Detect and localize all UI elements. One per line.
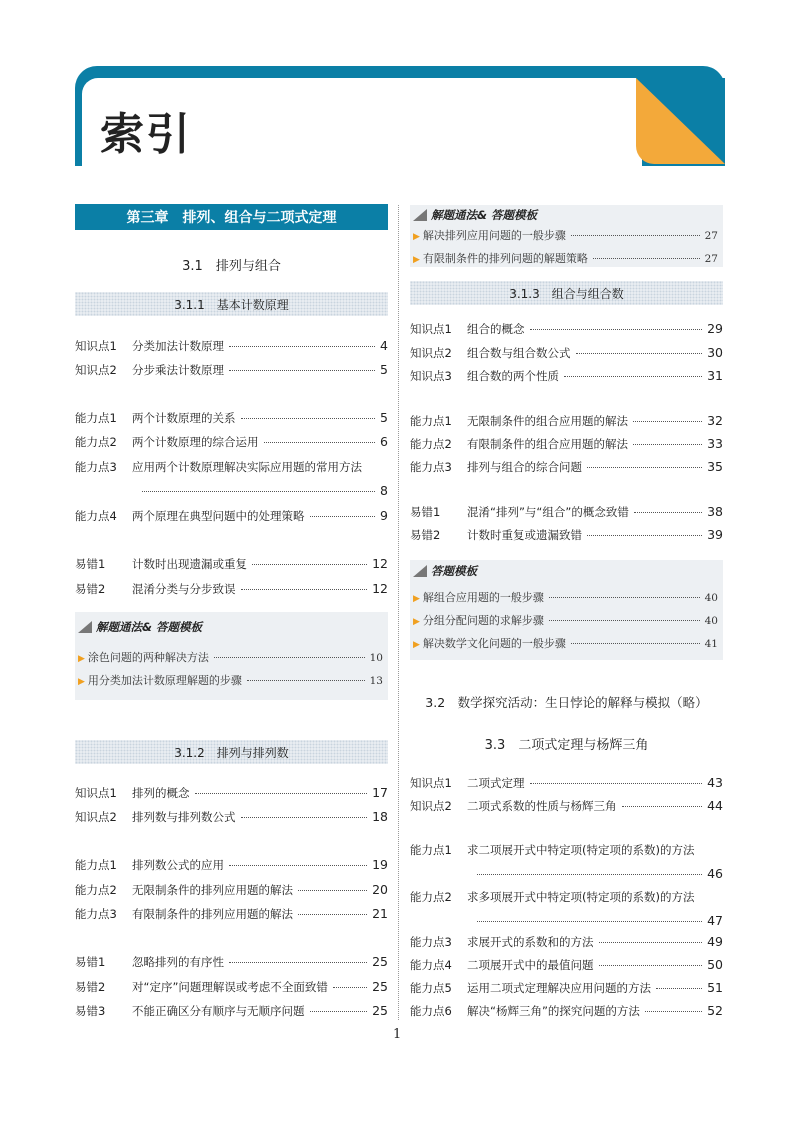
index-entry[interactable]: [410, 459, 723, 475]
entry-label: 知识点2: [75, 363, 117, 377]
entry-title: 分步乘法计数原理: [132, 363, 224, 377]
dot-leader: [247, 680, 365, 681]
index-entry[interactable]: [410, 798, 723, 814]
dot-leader: [298, 890, 367, 891]
entry-title: 应用两个计数原理解决实际应用题的常用方法: [132, 460, 362, 474]
entry-page: 9: [380, 508, 388, 523]
entry-page: 27: [704, 253, 718, 265]
entry-title: 混淆分类与分步致误: [132, 582, 236, 596]
index-entry-continuation[interactable]: [467, 913, 723, 929]
index-entry[interactable]: [75, 979, 388, 995]
entry-label: 能力点3: [410, 935, 452, 949]
entry-label: 知识点2: [410, 799, 452, 813]
entry-label: 易错2: [75, 582, 106, 596]
entry-label: 能力点6: [410, 1004, 452, 1018]
dot-leader: [645, 1011, 702, 1012]
entry-label: 知识点3: [410, 369, 452, 383]
entry-title: 涂色问题的两种解决方法: [87, 651, 209, 664]
entry-title: 运用二项式定理解决应用问题的方法: [467, 981, 651, 995]
dot-leader: [333, 987, 367, 988]
entry-page: 12: [372, 556, 388, 571]
dot-leader: [549, 620, 700, 621]
index-entry[interactable]: [75, 1003, 388, 1019]
entry-label: 能力点2: [75, 883, 117, 897]
dot-leader: [587, 535, 702, 536]
box-heading-text: 解题通法& 答题模板: [96, 620, 203, 634]
entry-page: 40: [704, 615, 718, 627]
entry-page: 33: [707, 436, 723, 451]
method-entry[interactable]: [413, 612, 718, 628]
entry-title: 两个原理在典型问题中的处理策略: [132, 509, 305, 523]
dot-leader: [656, 988, 702, 989]
entry-title: 排列与组合的综合问题: [467, 460, 582, 474]
entry-title: 二项式系数的性质与杨辉三角: [467, 799, 617, 813]
entry-title: 有限制条件的组合应用题的解法: [467, 437, 628, 451]
column-divider: [398, 205, 399, 1020]
arrow-bullet-icon: ▶: [78, 677, 85, 687]
dot-leader: [241, 589, 368, 590]
dot-leader: [571, 643, 700, 644]
index-entry[interactable]: [75, 459, 388, 475]
entry-page: 20: [372, 882, 388, 897]
entry-page: 5: [380, 410, 388, 425]
entry-label: 易错2: [75, 980, 106, 994]
index-entry[interactable]: [75, 857, 388, 873]
index-entry[interactable]: [75, 338, 388, 354]
entry-title: 两个计数原理的综合运用: [132, 435, 259, 449]
entry-title: 分类加法计数原理: [132, 339, 224, 353]
entry-title: 解决排列应用问题的一般步骤: [422, 229, 566, 242]
entry-title: 有限制条件的排列应用题的解法: [132, 907, 293, 921]
dot-leader: [142, 491, 375, 492]
page-number: 1: [393, 1027, 402, 1042]
entry-page: 25: [372, 979, 388, 994]
entry-page: 39: [707, 527, 723, 542]
entry-page: 44: [707, 798, 723, 813]
entry-title: 对“定序”问题理解误或考虑不全面致错: [132, 980, 328, 994]
method-entry[interactable]: [413, 589, 718, 605]
entry-title: 组合数的两个性质: [467, 369, 559, 383]
entry-page: 21: [372, 906, 388, 921]
subsection-3-1-2: 3.1.2 排列与排列数: [75, 740, 388, 764]
index-entry[interactable]: [410, 368, 723, 384]
index-entry[interactable]: [75, 809, 388, 825]
index-entry[interactable]: [75, 785, 388, 801]
entry-title: 解组合应用题的一般步骤: [422, 591, 544, 604]
entry-title: 组合数与组合数公式: [467, 346, 571, 360]
entry-page: 4: [380, 338, 388, 353]
entry-page: 12: [372, 581, 388, 596]
entry-page: 51: [707, 980, 723, 995]
entry-title: 解决数学文化问题的一般步骤: [422, 637, 566, 650]
index-entry-continuation[interactable]: [132, 483, 388, 499]
entry-page: 50: [707, 957, 723, 972]
index-entry[interactable]: [75, 581, 388, 597]
entry-title: 二项展开式中的最值问题: [467, 958, 594, 972]
entry-label: 易错3: [75, 1004, 106, 1018]
method-entry[interactable]: [78, 672, 383, 688]
entry-label: 能力点3: [75, 907, 117, 921]
entry-title: 无限制条件的排列应用题的解法: [132, 883, 293, 897]
entry-label: 易错1: [410, 505, 441, 519]
entry-label: 能力点2: [410, 890, 452, 904]
dot-leader: [214, 657, 365, 658]
dot-leader: [599, 965, 703, 966]
dot-leader: [564, 376, 702, 377]
method-entry[interactable]: [413, 227, 718, 243]
entry-page: 13: [369, 675, 383, 687]
entry-title: 二项式定理: [467, 776, 525, 790]
method-entry[interactable]: [413, 635, 718, 651]
entry-title: 分组分配问题的求解步骤: [422, 614, 544, 627]
index-entry[interactable]: [75, 508, 388, 524]
entry-title: 用分类加法计数原理解题的步骤: [87, 674, 242, 687]
index-entry[interactable]: [410, 504, 723, 520]
method-entry[interactable]: [413, 250, 718, 266]
box-heading: [78, 619, 202, 635]
index-entry-continuation[interactable]: [467, 866, 723, 882]
entry-title: 有限制条件的排列问题的解题策略: [422, 252, 588, 265]
index-entry[interactable]: [75, 434, 388, 450]
dot-leader: [241, 817, 368, 818]
entry-title: 计数时重复或遗漏致错: [467, 528, 582, 542]
entry-page: 43: [707, 775, 723, 790]
dot-leader: [530, 329, 703, 330]
entry-page: 41: [704, 638, 718, 650]
entry-title: 计数时出现遗漏或重复: [132, 557, 247, 571]
entry-page: 19: [372, 857, 388, 872]
arrow-bullet-icon: ▶: [413, 255, 420, 265]
entry-label: 能力点4: [410, 958, 452, 972]
index-entry[interactable]: [410, 775, 723, 791]
section-3-2: 3.2 数学探究活动：生日悖论的解释与模拟（略）: [425, 695, 708, 710]
entry-title: 不能正确区分有顺序与无顺序问题: [132, 1004, 305, 1018]
entry-label: 能力点1: [75, 411, 117, 425]
index-entry[interactable]: [410, 842, 723, 858]
index-entry[interactable]: [410, 934, 723, 950]
entry-page: 17: [372, 785, 388, 800]
entry-title: 无限制条件的组合应用题的解法: [467, 414, 628, 428]
entry-label: 知识点1: [410, 322, 452, 336]
index-entry[interactable]: [410, 436, 723, 452]
entry-label: 能力点2: [75, 435, 117, 449]
entry-label: 易错1: [75, 955, 106, 969]
entry-title: 排列的概念: [132, 786, 190, 800]
entry-label: 知识点1: [75, 786, 117, 800]
index-entry[interactable]: [75, 362, 388, 378]
index-entry[interactable]: [410, 321, 723, 337]
index-entry[interactable]: [410, 527, 723, 543]
entry-title: 求展开式的系数和的方法: [467, 935, 594, 949]
entry-title: 排列数公式的应用: [132, 858, 224, 872]
index-entry[interactable]: [75, 882, 388, 898]
dot-leader: [571, 235, 700, 236]
page-title: 索引: [100, 109, 192, 160]
entry-page: 46: [707, 866, 723, 881]
entry-page: 29: [707, 321, 723, 336]
dot-leader: [593, 258, 700, 259]
dot-leader: [633, 444, 702, 445]
dot-leader: [633, 421, 702, 422]
entry-page: 27: [704, 230, 718, 242]
dot-leader: [229, 865, 367, 866]
entry-page: 8: [380, 483, 388, 498]
entry-title: 求多项展开式中特定项(特定项的系数)的方法: [467, 890, 695, 904]
dot-leader: [530, 783, 703, 784]
subsection-3-1-3: 3.1.3 组合与组合数: [410, 281, 723, 305]
entry-page: 47: [707, 913, 723, 928]
index-entry[interactable]: [75, 410, 388, 426]
dot-leader: [634, 512, 702, 513]
box-heading: [413, 207, 537, 223]
entry-label: 能力点3: [410, 460, 452, 474]
box-heading-text: 解题通法& 答题模板: [431, 208, 538, 222]
box-heading-text: 答题模板: [431, 564, 477, 578]
entry-title: 忽略排列的有序性: [132, 955, 224, 969]
entry-label: 能力点5: [410, 981, 452, 995]
dot-leader: [229, 370, 375, 371]
entry-label: 知识点2: [410, 346, 452, 360]
entry-label: 知识点1: [410, 776, 452, 790]
index-entry[interactable]: [75, 954, 388, 970]
entry-label: 知识点2: [75, 810, 117, 824]
dot-leader: [477, 874, 702, 875]
entry-label: 能力点3: [75, 460, 117, 474]
box-heading: [413, 563, 477, 579]
section-3-3: 3.3 二项式定理与杨辉三角: [484, 738, 649, 753]
dot-leader: [622, 806, 703, 807]
dot-leader: [599, 942, 703, 943]
arrow-bullet-icon: ▶: [413, 232, 420, 242]
triangle-icon: [413, 209, 427, 221]
entry-title: 求二项展开式中特定项(特定项的系数)的方法: [467, 843, 695, 857]
entry-title: 两个计数原理的关系: [132, 411, 236, 425]
subsection-3-1-1: 3.1.1 基本计数原理: [75, 292, 388, 316]
entry-page: 32: [707, 413, 723, 428]
index-entry[interactable]: [410, 1003, 723, 1019]
entry-page: 25: [372, 1003, 388, 1018]
entry-page: 52: [707, 1003, 723, 1018]
entry-page: 6: [380, 434, 388, 449]
entry-title: 解决“杨辉三角”的探究问题的方法: [467, 1004, 640, 1018]
entry-title: 组合的概念: [467, 322, 525, 336]
triangle-icon: [413, 565, 427, 577]
entry-label: 能力点1: [410, 843, 452, 857]
index-entry[interactable]: [410, 957, 723, 973]
entry-page: 38: [707, 504, 723, 519]
entry-label: 易错1: [75, 557, 106, 571]
dot-leader: [229, 962, 367, 963]
index-entry[interactable]: [410, 413, 723, 429]
index-entry[interactable]: [410, 889, 723, 905]
entry-page: 49: [707, 934, 723, 949]
entry-page: 25: [372, 954, 388, 969]
arrow-bullet-icon: ▶: [413, 594, 420, 604]
dot-leader: [549, 597, 700, 598]
entry-label: 能力点4: [75, 509, 117, 523]
arrow-bullet-icon: ▶: [413, 640, 420, 650]
entry-title: 排列数与排列数公式: [132, 810, 236, 824]
dot-leader: [229, 346, 375, 347]
entry-label: 能力点1: [75, 858, 117, 872]
entry-page: 30: [707, 345, 723, 360]
arrow-bullet-icon: ▶: [413, 617, 420, 627]
dot-leader: [477, 921, 702, 922]
entry-page: 10: [369, 652, 383, 664]
arrow-bullet-icon: ▶: [78, 654, 85, 664]
dot-leader: [298, 914, 367, 915]
index-entry[interactable]: [75, 906, 388, 922]
dot-leader: [252, 564, 367, 565]
index-entry[interactable]: [410, 345, 723, 361]
dot-leader: [576, 353, 703, 354]
entry-label: 能力点2: [410, 437, 452, 451]
method-entry[interactable]: [78, 649, 383, 665]
dot-leader: [264, 442, 376, 443]
section-3-1: 3.1 排列与组合: [182, 259, 281, 274]
entry-page: 5: [380, 362, 388, 377]
header-corner-decoration: [636, 78, 725, 164]
dot-leader: [195, 793, 368, 794]
triangle-icon: [78, 621, 92, 633]
index-entry[interactable]: [410, 980, 723, 996]
index-entry[interactable]: [75, 556, 388, 572]
entry-label: 知识点1: [75, 339, 117, 353]
entry-label: 易错2: [410, 528, 441, 542]
dot-leader: [310, 1011, 368, 1012]
entry-page: 18: [372, 809, 388, 824]
chapter-heading: 第三章 排列、组合与二项式定理: [75, 204, 388, 230]
dot-leader: [587, 467, 702, 468]
entry-label: 能力点1: [410, 414, 452, 428]
entry-title: 混淆“排列”与“组合”的概念致错: [467, 505, 629, 519]
entry-page: 40: [704, 592, 718, 604]
entry-page: 35: [707, 459, 723, 474]
dot-leader: [310, 516, 376, 517]
dot-leader: [241, 418, 376, 419]
entry-page: 31: [707, 368, 723, 383]
